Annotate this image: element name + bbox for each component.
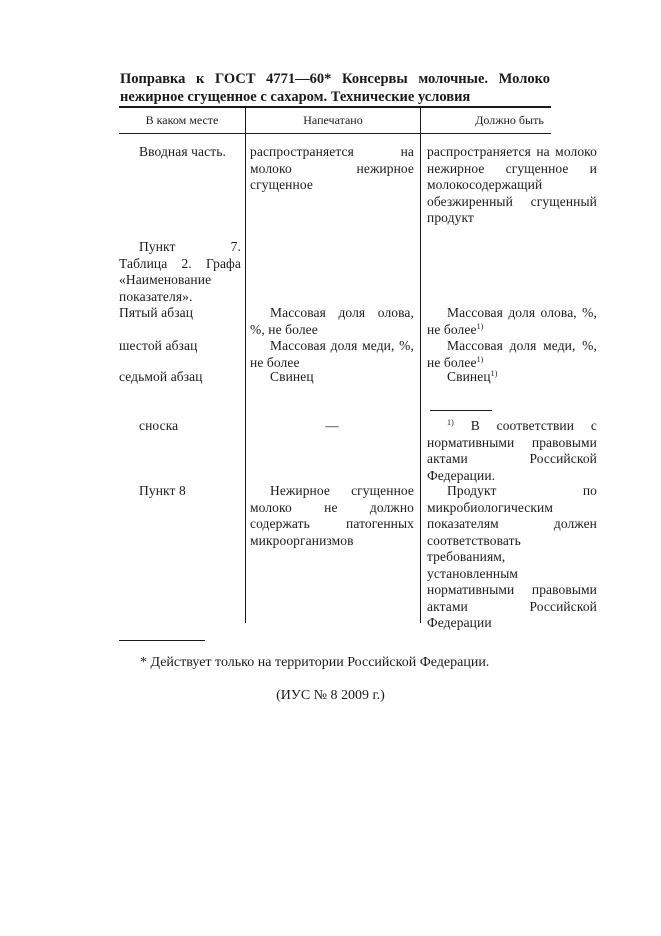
row-6th-printed: Массовая доля меди, %, не более <box>250 338 414 370</box>
row-7th-should-be: Свинец$^{1)}$ <box>447 369 498 384</box>
row-5th-printed: Массовая доля олова, %, не более <box>250 305 414 337</box>
row-7th-printed: Свинец <box>270 369 314 384</box>
footnote-marker: 1) <box>476 354 484 364</box>
column-divider-1 <box>245 106 246 623</box>
row-footnote-should-be: $^{1)}$ В соответствии с нормативными правовыми актами Российской Федерации. <box>427 418 597 483</box>
row-5th-should-be: Массовая доля олова, %, не более$^{1)}$ <box>427 305 597 337</box>
row-footnote-printed: — <box>325 418 339 433</box>
row-p7-place: Пункт 7. Таблица 2. Графа «Наименование показателя». <box>119 239 241 304</box>
footnote-marker: 1) <box>476 321 484 331</box>
header-should-be: Должно быть <box>475 113 544 127</box>
row-7th-place: седьмой абзац <box>119 369 203 384</box>
document-title: Поправка к ГОСТ 4771—60* Консервы молочные. Молоко нежирное сгущенное с сахаром. Технические условия <box>120 71 550 105</box>
cell-footnote-rule <box>430 410 492 411</box>
footnote-rule <box>119 640 205 641</box>
row-p8-printed: Нежирное сгущенное молоко не должно содержать патогенных микроорганизмов <box>250 483 414 548</box>
row-footnote-place: сноска <box>139 418 179 433</box>
header-place: В каком месте <box>145 113 219 127</box>
footnote-marker: 1) <box>447 418 454 427</box>
row-5th-place: Пятый абзац <box>119 305 194 320</box>
table-top-rule <box>119 106 551 108</box>
column-divider-2 <box>420 106 421 623</box>
row-p8-place: Пункт 8 <box>139 483 186 498</box>
footnote-marker: 1) <box>490 369 498 378</box>
row-6th-should-be: Массовая доля меди, %, не более$^{1)}$ <box>427 338 597 370</box>
row-p8-should-be: Продукт по микробиологическим показателям должен соответствовать требованиям, установленным нормативными правовыми актами Российской Федерации <box>427 483 597 630</box>
table-header-rule <box>119 133 551 134</box>
source-reference: (ИУС № 8 2009 г.) <box>276 688 385 703</box>
header-printed: Напечатано <box>303 113 363 127</box>
row-6th-place: шестой абзац <box>119 338 198 353</box>
footnote: * Действует только на территории Российской Федерации. <box>140 655 490 670</box>
row-intro-printed: распространяется на молоко нежирное сгущенное <box>250 144 414 192</box>
row-intro-should-be: распространяется на молоко нежирное сгущенное и молокосодержащий обезжиренный сгущенный продукт <box>427 144 597 225</box>
row-intro-place: Вводная часть. <box>139 144 226 159</box>
